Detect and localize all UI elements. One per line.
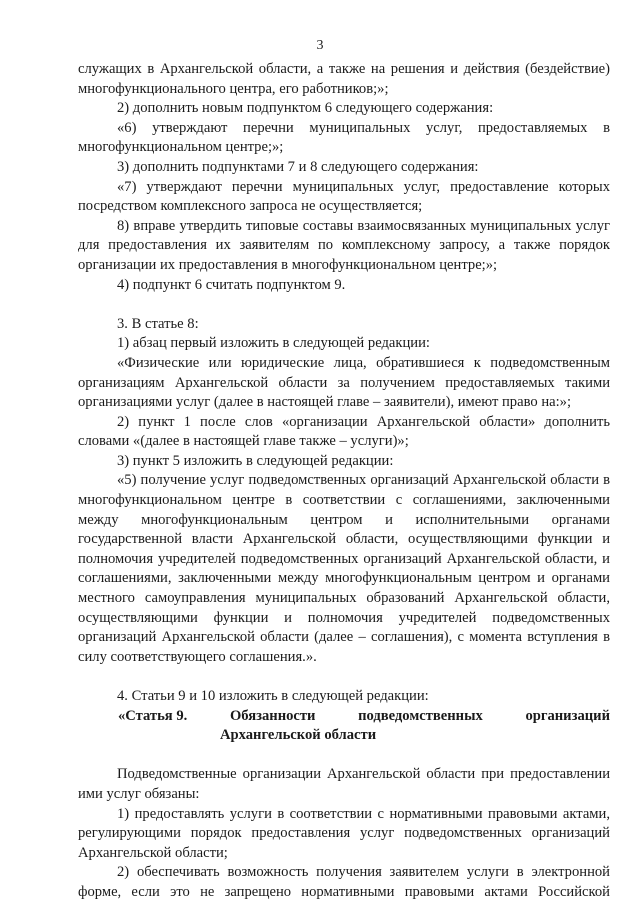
paragraph: «Физические или юридические лица, обратившиеся к подведомственным организациям Архангельской области за получением предоставляемых такими организациями услуг (далее в настоящей главе – заявители), имеют право на:»; [78, 354, 610, 411]
paragraphs-block [78, 60, 610, 707]
paragraph: 3) пункт 5 изложить в следующей редакции: [117, 452, 394, 469]
paragraph: 3. В статье 8: [117, 315, 199, 332]
page-number: 3 [316, 38, 324, 53]
paragraphs-after-block [78, 746, 610, 903]
article-heading-word: Обязанности [229, 707, 316, 724]
paragraph: 3) дополнить подпунктами 7 и 8 следующего содержания: [117, 158, 479, 175]
article-heading-line-2: Архангельской области [220, 727, 377, 744]
paragraph: «6) утверждают перечни муниципальных услуг, предоставляемых в многофункциональном центре;»; [78, 119, 610, 156]
article-heading-line-1 [118, 707, 610, 727]
paragraph: «5) получение услуг подведомственных организаций Архангельской области в многофункциональном центре в соответствии с соглашениями, заключенными между многофункциональным центром и исполнительными органами государственной власти Архангельской области, осуществляющими функции и полномочия учредителей подведомственных организаций Архангельской области, и соглашениями, заключенными между многофункциональным центром и органами местного самоуправления муниципальных образований Архангельской области, осуществляющими функции и полномочия учредителей подведомственных организаций Архангельской области (далее – соглашения), с момента вступления в силу соответствующего соглашения.». [78, 472, 610, 665]
paragraph-gap [78, 295, 610, 315]
paragraph: 1) предоставлять услуги в соответствии с нормативными правовыми актами, регулирующими порядок предоставления услуг подведомственных организаций Архангельской области; [78, 805, 610, 861]
paragraph: 2) дополнить новым подпунктом 6 следующего содержания: [117, 100, 494, 117]
paragraph: «7) утверждают перечни муниципальных услуг, предоставление которых посредством комплексного запроса не осуществляется; [78, 178, 610, 215]
paragraph: Подведомственные организации Архангельской области при предоставлении ими услуг обязаны: [78, 766, 610, 802]
paragraph: 2) обеспечивать возможность получения заявителем услуги в электронной форме, если это не запрещено нормативными правовыми актами Российской [78, 864, 610, 900]
paragraph-gap [78, 746, 610, 766]
article-heading-word: организаций [525, 707, 610, 724]
paragraph: 1) абзац первый изложить в следующей редакции: [117, 335, 430, 352]
paragraph: 8) вправе утвердить типовые составы взаимосвязанных муниципальных услуг для предоставления их заявителям по комплексному запросу, а также порядок организации их предоставления в многофункциональном центре;»; [78, 217, 610, 273]
paragraph: 2) пункт 1 после слов «организации Архангельской области» дополнить словами «(далее в настоящей главе также – услуги)»; [78, 413, 610, 450]
paragraph: 4) подпункт 6 считать подпунктом 9. [117, 276, 346, 293]
paragraph: 4. Статьи 9 и 10 изложить в следующей редакции: [117, 688, 429, 704]
article-heading-word: подведомственных [358, 707, 483, 724]
paragraph: служащих в Архангельской области, а также на решения и действия (бездействие) многофункционального центра, его работников;»; [78, 61, 610, 97]
article-heading-word: «Статья 9. [118, 707, 188, 724]
document-body [78, 60, 610, 903]
article-heading [78, 707, 610, 746]
paragraph-gap [78, 667, 610, 687]
